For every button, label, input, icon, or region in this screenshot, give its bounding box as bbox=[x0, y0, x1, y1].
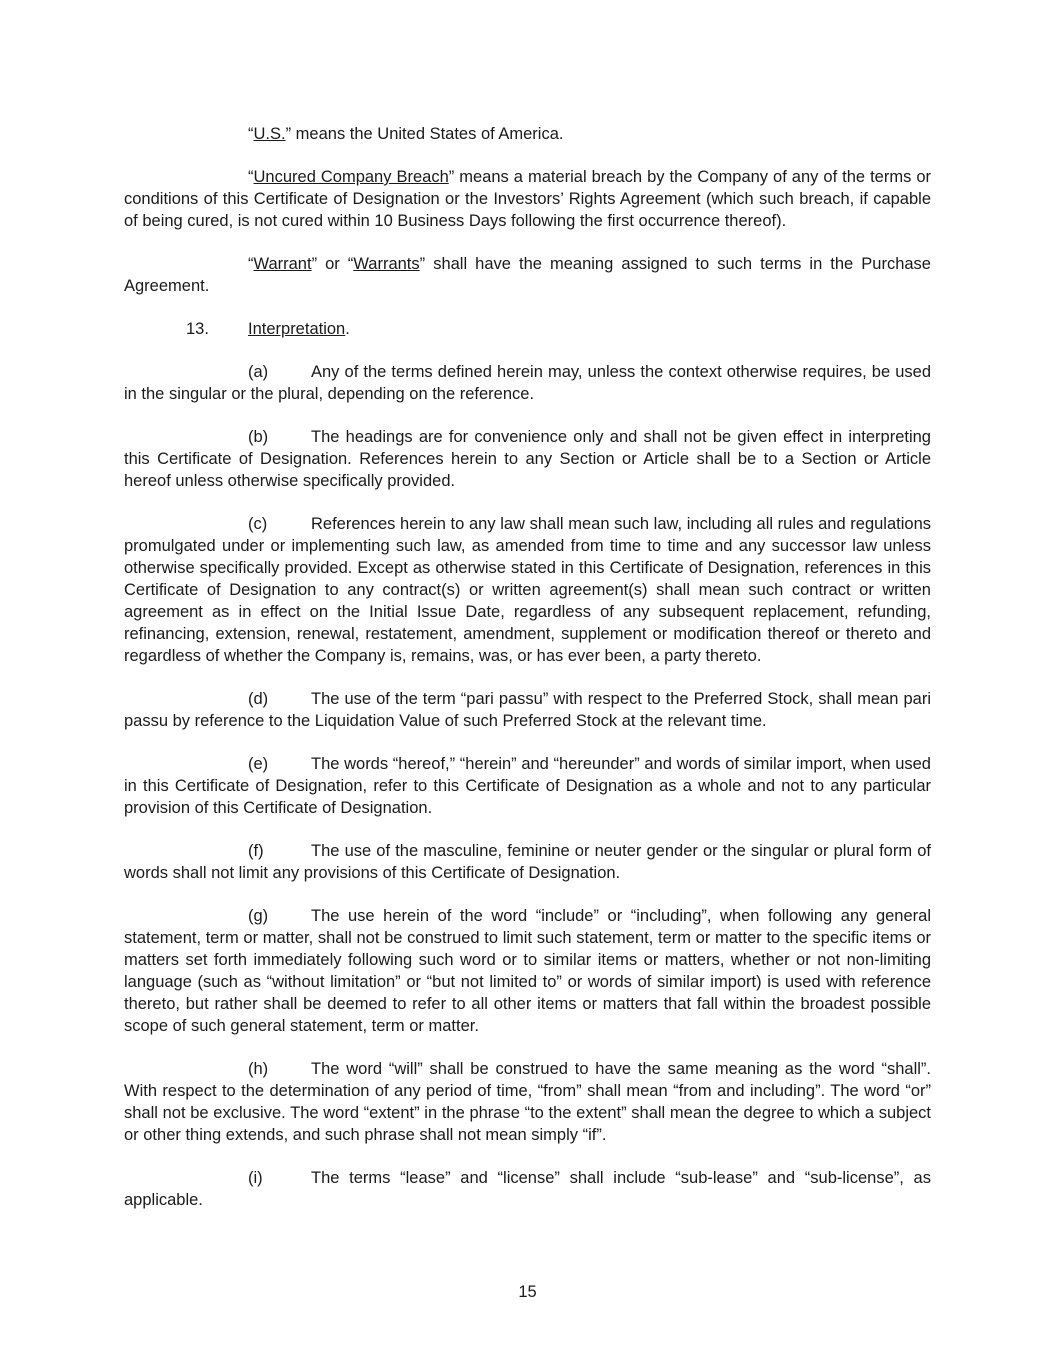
item-label: (d) bbox=[248, 690, 269, 708]
item-text: The words “hereof,” “herein” and “hereunder” and words of similar import, when used in this Certificate of Designation, refer to this Certificate of Designation as a whole and not to any particular provision of this Certificate of Designation. bbox=[124, 755, 931, 817]
defined-term-us: U.S. bbox=[253, 125, 286, 143]
item-text: References herein to any law shall mean such law, including all rules and regulations promulgated under or implementing such law, as amended from time to time and any successor law unless otherwise specifically provided. Except as otherwise stated in this Certificate of Designation, references in this Certificate of Designation to any contract(s) or written agreement(s) shall mean such contract or written agreement as in effect on the Initial Issue Date, regardless of any subsequent replacement, refunding, refinancing, extension, renewal, restatement, amendment, supplement or modification thereof or thereto and regardless of whether the Company is, remains, was, or has ever been, a party thereto. bbox=[124, 515, 931, 665]
item-label: (h) bbox=[248, 1060, 269, 1078]
list-item bbox=[124, 426, 931, 492]
item-text: Any of the terms defined herein may, unless the context otherwise requires, be used in the singular or the plural, depending on the reference. bbox=[124, 363, 931, 403]
section-title-period: . bbox=[345, 320, 350, 338]
definition-us bbox=[124, 123, 931, 145]
list-item bbox=[124, 361, 931, 405]
open-quote: “ bbox=[248, 168, 254, 186]
list-item bbox=[124, 513, 931, 667]
item-text: The headings are for convenience only and shall not be given effect in interpreting this Certificate of Designation. References herein to any Section or Article shall be to a Section or Article hereof unless otherwise specifically provided. bbox=[124, 428, 931, 490]
item-label: (c) bbox=[248, 515, 268, 533]
item-text: The use of the term “pari passu” with respect to the Preferred Stock, shall mean pari passu by reference to the Liquidation Value of such Preferred Stock at the relevant time. bbox=[124, 690, 931, 730]
open-quote: “ bbox=[248, 125, 254, 143]
definition-warrant bbox=[124, 253, 931, 297]
page-number: 15 bbox=[518, 1283, 537, 1301]
item-label: (i) bbox=[248, 1169, 263, 1187]
defined-term-warrants: Warrants bbox=[353, 255, 420, 273]
list-item bbox=[124, 1167, 931, 1211]
list-item bbox=[124, 688, 931, 732]
item-label: (b) bbox=[248, 428, 269, 446]
definition-text: ” means a material breach by the Company of any of the terms or conditions of this Certificate of Designation or the Investors’ Rights Agreement (which such breach, if capable of being cured, is not cured within 10 Business Days following the first occurrence thereof). bbox=[124, 168, 932, 230]
item-label: (g) bbox=[248, 907, 269, 925]
list-item bbox=[124, 905, 931, 1037]
open-quote: “ bbox=[248, 255, 254, 273]
term-separator: ” or “ bbox=[311, 255, 354, 273]
item-text: The word “will” shall be construed to have the same meaning as the word “shall”. With respect to the determination of any period of time, “from” shall mean “from and including”. The word “or” shall not be exclusive. The word “extent” in the phrase “to the extent” shall mean the degree to which a subject or other thing extends, and such phrase shall not mean simply “if”. bbox=[124, 1060, 931, 1144]
item-text: The use herein of the word “include” or “including”, when following any general statement, term or matter, shall not be construed to limit such statement, term or matter to the specific items or matters set forth immediately following such word or to similar items or matters, whether or not non-limiting language (such as “without limitation” or “but not limited to” or words of similar import) is used with reference thereto, but rather shall be deemed to refer to all other items or matters that fall within the broadest possible scope of such general statement, term or matter. bbox=[124, 907, 931, 1035]
item-text: The use of the masculine, feminine or neuter gender or the singular or plural form of words shall not limit any provisions of this Certificate of Designation. bbox=[124, 842, 931, 882]
list-item bbox=[124, 840, 931, 884]
definition-text: ” means the United States of America. bbox=[285, 125, 564, 143]
document-page bbox=[124, 123, 931, 1211]
item-text: The terms “lease” and “license” shall include “sub-lease” and “sub-license”, as applicable. bbox=[124, 1169, 931, 1209]
item-label: (e) bbox=[248, 755, 269, 773]
definition-uncured-company-breach bbox=[124, 166, 931, 232]
section-title: Interpretation bbox=[248, 320, 346, 338]
defined-term-uncured-company-breach: Uncured Company Breach bbox=[253, 168, 449, 186]
list-item bbox=[124, 1058, 931, 1146]
section-heading bbox=[124, 318, 931, 340]
list-item bbox=[124, 753, 931, 819]
definition-text: ” shall have the meaning assigned to such terms in the Purchase Agreement. bbox=[124, 255, 931, 295]
section-number: 13. bbox=[186, 320, 209, 338]
item-label: (a) bbox=[248, 363, 269, 381]
item-label: (f) bbox=[248, 842, 264, 860]
defined-term-warrant: Warrant bbox=[253, 255, 312, 273]
